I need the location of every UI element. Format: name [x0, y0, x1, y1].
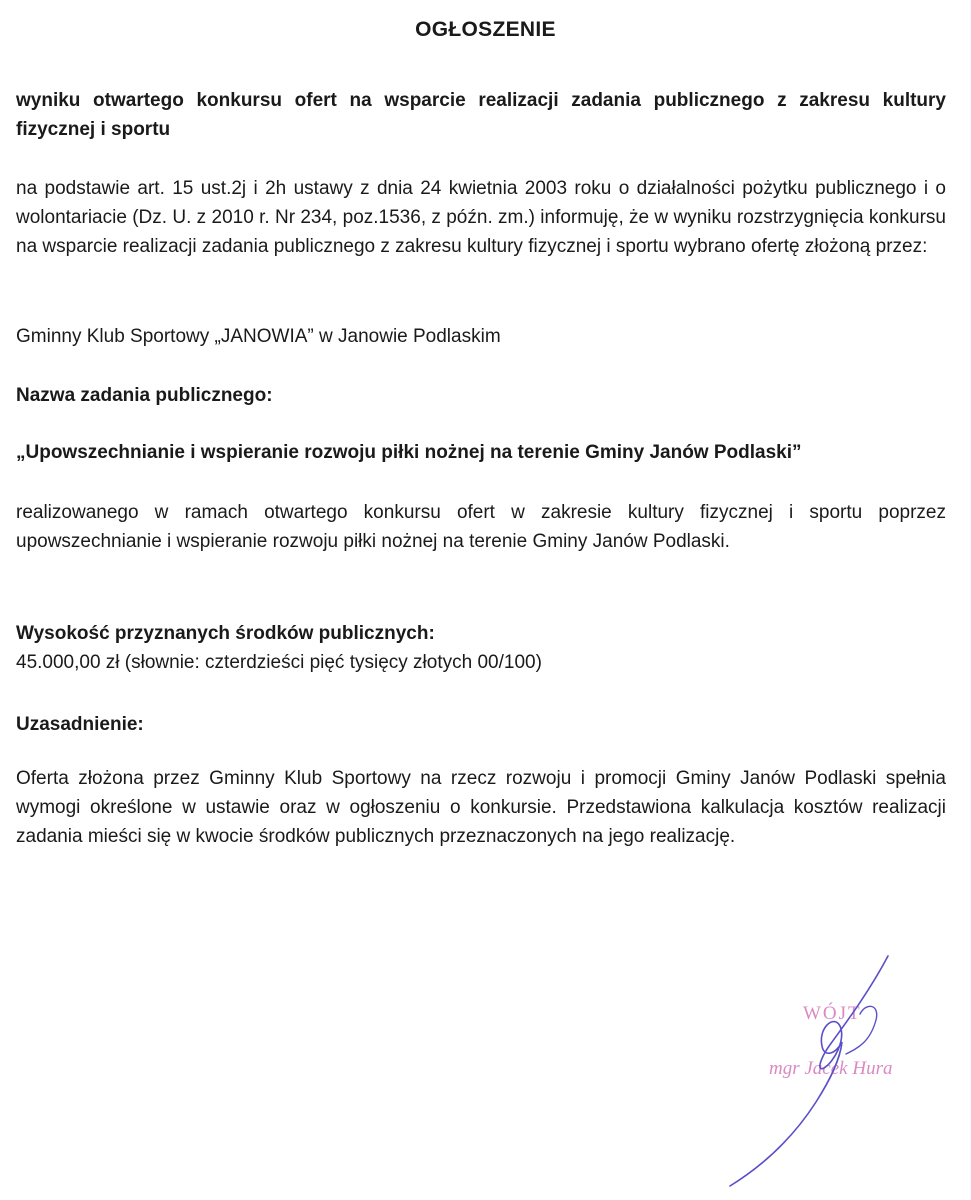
stamp-title: WÓJT [803, 1003, 862, 1024]
handwritten-signature [720, 950, 950, 1190]
realization-paragraph: realizowanego w ramach otwartego konkursu ofert w zakresie kultury fizycznej i sportu poprzez upowszechnianie i wspieranie rozwoju piłki nożnej na terenie Gminy Janów Podlaski. [16, 502, 946, 552]
task-name-label: Nazwa zadania publicznego: [16, 385, 273, 406]
legal-basis-paragraph: na podstawie art. 15 ust.2j i 2h ustawy z dnia 24 kwietnia 2003 roku o działalności pożytku publicznego i o wolontariacie (Dz. U. z 2010 r. Nr 234, poz.1536, z późn. zm.) informuję, że w wyniku rozstrzygnięcia konkursu na wsparcie realizacji zadania publicznego z zakresu kultury fizycznej i sportu wybrano ofertę złożoną przez: [16, 178, 946, 257]
task-name: „Upowszechnianie i wspieranie rozwoju piłki nożnej na terenie Gminy Janów Podlaski” [16, 442, 802, 463]
stamp-name: mgr Jacek Hura [769, 1058, 893, 1079]
signature-loop [846, 1006, 877, 1054]
announcement-subject: wyniku otwartego konkursu ofert na wsparcie realizacji zadania publicznego z zakresu kultury fizycznej i sportu [16, 90, 946, 140]
funds-value: 45.000,00 zł (słownie: czterdzieści pięć tysięcy złotych 00/100) [16, 652, 542, 673]
selected-organization: Gminny Klub Sportowy „JANOWIA” w Janowie Podlaskim [16, 326, 501, 347]
funds-label: Wysokość przyznanych środków publicznych: [16, 623, 435, 644]
document-title: OGŁOSZENIE [415, 18, 556, 41]
justification-paragraph: Oferta złożona przez Gminny Klub Sportowy na rzecz rozwoju i promocji Gminy Janów Podlaski spełnia wymogi określone w ustawie oraz w ogłoszeniu o konkursie. Przedstawiona kalkulacja kosztów realizacji zadania mieści się w kwocie środków publicznych przeznaczonych na jego realizację. [16, 768, 946, 847]
signature-stroke [730, 956, 888, 1186]
justification-label: Uzasadnienie: [16, 714, 144, 735]
